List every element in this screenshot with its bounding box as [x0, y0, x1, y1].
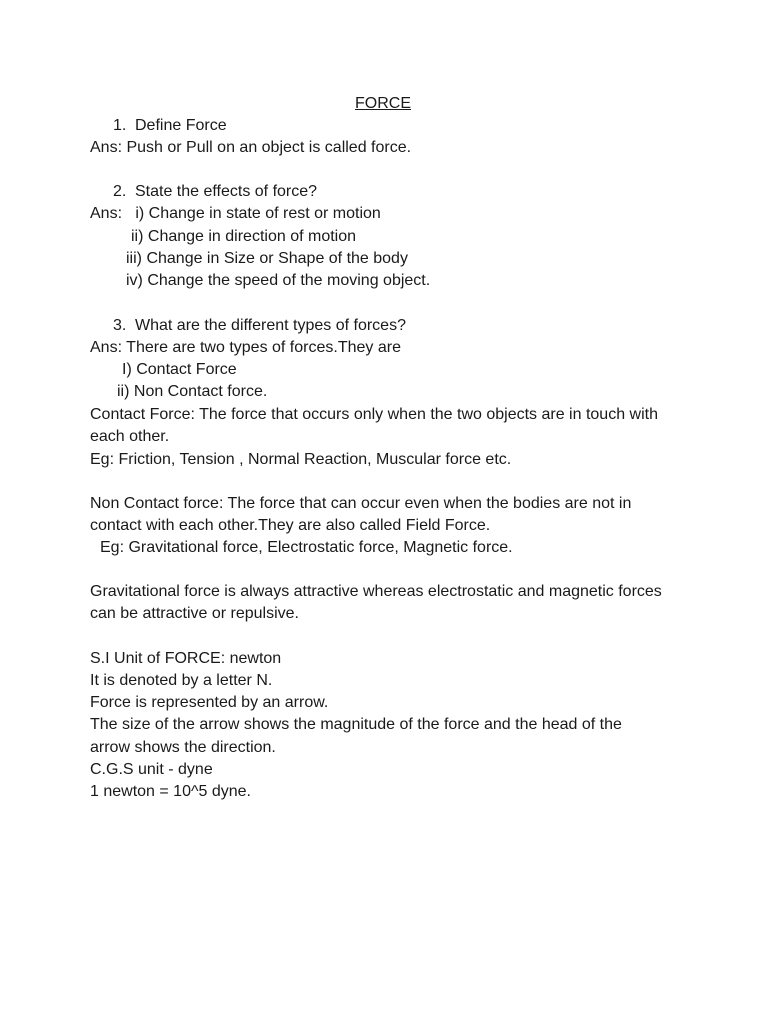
- q3-number: 3.: [113, 317, 127, 334]
- force-representation: Force is represented by an arrow.: [90, 694, 329, 711]
- si-unit: S.I Unit of FORCE: newton: [90, 650, 282, 667]
- arrow-description: The size of the arrow shows the magnitude of the force and the head of the: [90, 716, 622, 733]
- q1-answer: Ans: Push or Pull on an object is called force.: [90, 139, 412, 156]
- unit-symbol: It is denoted by a letter N.: [90, 672, 273, 689]
- gravitational-note: Gravitational force is always attractive whereas electrostatic and magnetic forces: [90, 583, 662, 600]
- q2-number: 2.: [113, 183, 127, 200]
- q3-type-item: ii) Non Contact force.: [117, 383, 268, 400]
- q2-answer-line: Ans: i) Change in state of rest or motion: [90, 205, 381, 222]
- q2-answer-line: ii) Change in direction of motion: [131, 228, 357, 245]
- q1-question: Define Force: [135, 117, 227, 134]
- noncontact-force-definition: contact with each other.They are also called Field Force.: [90, 517, 491, 534]
- contact-force-definition: each other.: [90, 428, 170, 445]
- q3-answer-intro: Ans: There are two types of forces.They are: [90, 339, 401, 356]
- q2-question: State the effects of force?: [135, 183, 318, 200]
- arrow-description: arrow shows the direction.: [90, 739, 276, 756]
- noncontact-force-examples: Eg: Gravitational force, Electrostatic force, Magnetic force.: [100, 539, 513, 556]
- unit-conversion: 1 newton = 10^5 dyne.: [90, 783, 251, 800]
- contact-force-definition: Contact Force: The force that occurs only when the two objects are in touch with: [90, 406, 658, 423]
- page-title: FORCE: [355, 95, 411, 112]
- gravitational-note: can be attractive or repulsive.: [90, 605, 299, 622]
- q3-type-item: I) Contact Force: [122, 361, 237, 378]
- q3-question: What are the different types of forces?: [135, 317, 406, 334]
- q1-number: 1.: [113, 117, 127, 134]
- contact-force-examples: Eg: Friction, Tension , Normal Reaction, Muscular force etc.: [90, 451, 512, 468]
- q2-answer-line: iii) Change in Size or Shape of the body: [126, 250, 408, 267]
- q2-answer-line: iv) Change the speed of the moving object.: [126, 272, 431, 289]
- cgs-unit: C.G.S unit - dyne: [90, 761, 213, 778]
- noncontact-force-definition: Non Contact force: The force that can occur even when the bodies are not in: [90, 495, 632, 512]
